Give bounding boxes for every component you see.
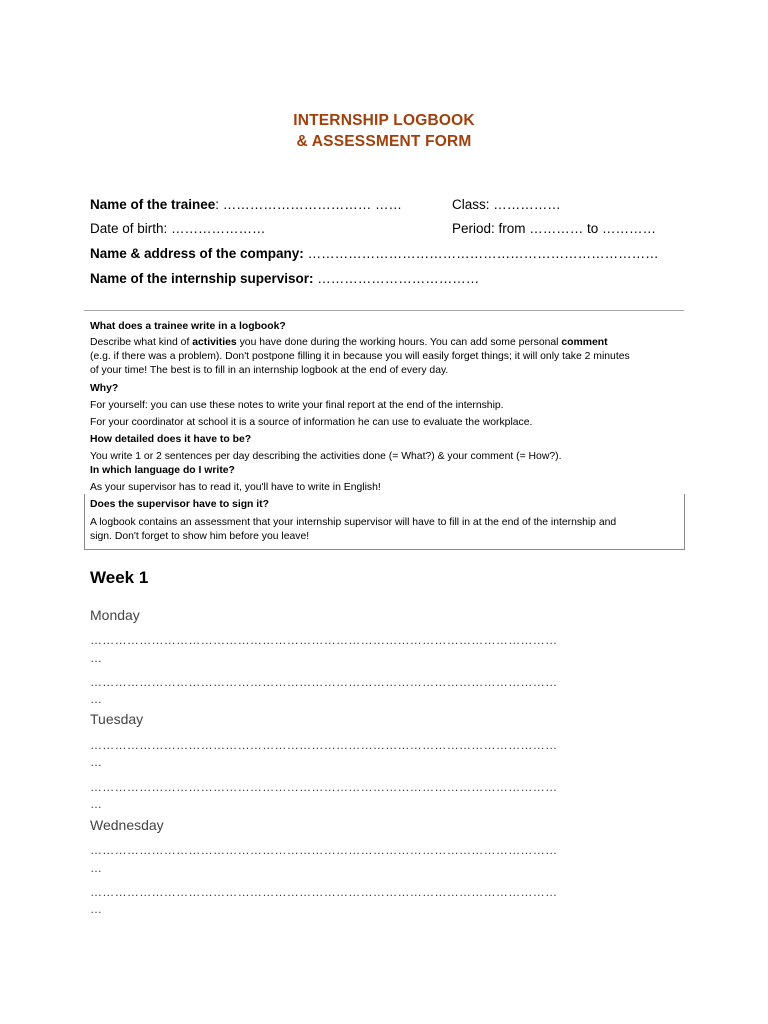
- wednesday-line-2-cont: …: [90, 902, 102, 916]
- title-line-2: & ASSESSMENT FORM: [296, 133, 472, 150]
- dob-field: Date of birth: …………………: [90, 221, 266, 236]
- tuesday-line-2: ……………………………………………………………………………………………………: [90, 780, 558, 794]
- question-language: In which language do I write?: [90, 465, 235, 476]
- supervisor-field: [90, 271, 479, 286]
- question-sign: Does the supervisor have to sign it?: [90, 499, 269, 510]
- section-divider: [84, 310, 684, 311]
- wednesday-line-1: ……………………………………………………………………………………………………: [90, 843, 558, 857]
- company-value: ……………………………………………………………………: [303, 246, 659, 261]
- trainee-field: [90, 197, 402, 212]
- answer-language: As your supervisor has to read it, you'll have to write in English!: [90, 482, 381, 493]
- answer-detail: You write 1 or 2 sentences per day describing the activities done (= What?) & your comment (= How?).: [90, 451, 562, 462]
- wednesday-line-2: ……………………………………………………………………………………………………: [90, 885, 558, 899]
- week-heading: Week 1: [90, 568, 149, 587]
- answer-logbook-line-2: (e.g. if there was a problem). Don't postpone filling it in because you will easily forget things; it will only take 2 minutes: [90, 351, 630, 362]
- info-section: [90, 320, 680, 495]
- day-monday: Monday: [90, 607, 140, 623]
- period-field: Period: from ………… to …………: [452, 221, 657, 236]
- trainee-label: Name of the trainee: [90, 197, 216, 212]
- supervisor-value: ………………………………: [313, 271, 480, 286]
- title-line-1: INTERNSHIP LOGBOOK: [293, 112, 475, 129]
- answer-sign-line-2: sign. Don't forget to show him before you leave!: [90, 531, 310, 542]
- tuesday-line-1: ……………………………………………………………………………………………………: [90, 738, 558, 752]
- tuesday-line-1-cont: …: [90, 755, 102, 769]
- tuesday-line-2-cont: …: [90, 797, 102, 811]
- supervisor-label: Name of the internship supervisor:: [90, 271, 314, 286]
- company-field: [90, 246, 659, 261]
- monday-line-1: ……………………………………………………………………………………………………: [90, 633, 558, 647]
- monday-line-2: ……………………………………………………………………………………………………: [90, 675, 558, 689]
- answer-why-line-2: For your coordinator at school it is a source of information he can use to evaluate the workplace.: [90, 417, 533, 428]
- wednesday-line-1-cont: …: [90, 861, 102, 875]
- trainee-value: : …………………………… ……: [215, 197, 403, 212]
- question-why: Why?: [90, 383, 119, 394]
- day-wednesday: Wednesday: [90, 817, 164, 833]
- monday-line-2-cont: …: [90, 692, 102, 706]
- answer-why-line-1: For yourself: you can use these notes to write your final report at the end of the internship.: [90, 400, 504, 411]
- signature-info: [90, 498, 680, 544]
- company-label: Name & address of the company:: [90, 246, 304, 261]
- question-logbook: What does a trainee write in a logbook?: [90, 321, 286, 332]
- day-tuesday: Tuesday: [90, 711, 144, 727]
- class-field: Class: ……………: [452, 197, 561, 212]
- question-detail: How detailed does it have to be?: [90, 434, 252, 445]
- answer-sign-line-1: A logbook contains an assessment that your internship supervisor will have to fill in at the end of the internship and: [90, 517, 617, 528]
- monday-line-1-cont: …: [90, 651, 102, 665]
- answer-logbook-line-1: Describe what kind of activities you have done during the working hours. You can add some personal comment: [90, 337, 608, 348]
- answer-logbook-line-3: of your time! The best is to fill in an internship logbook at the end of every day.: [90, 365, 449, 376]
